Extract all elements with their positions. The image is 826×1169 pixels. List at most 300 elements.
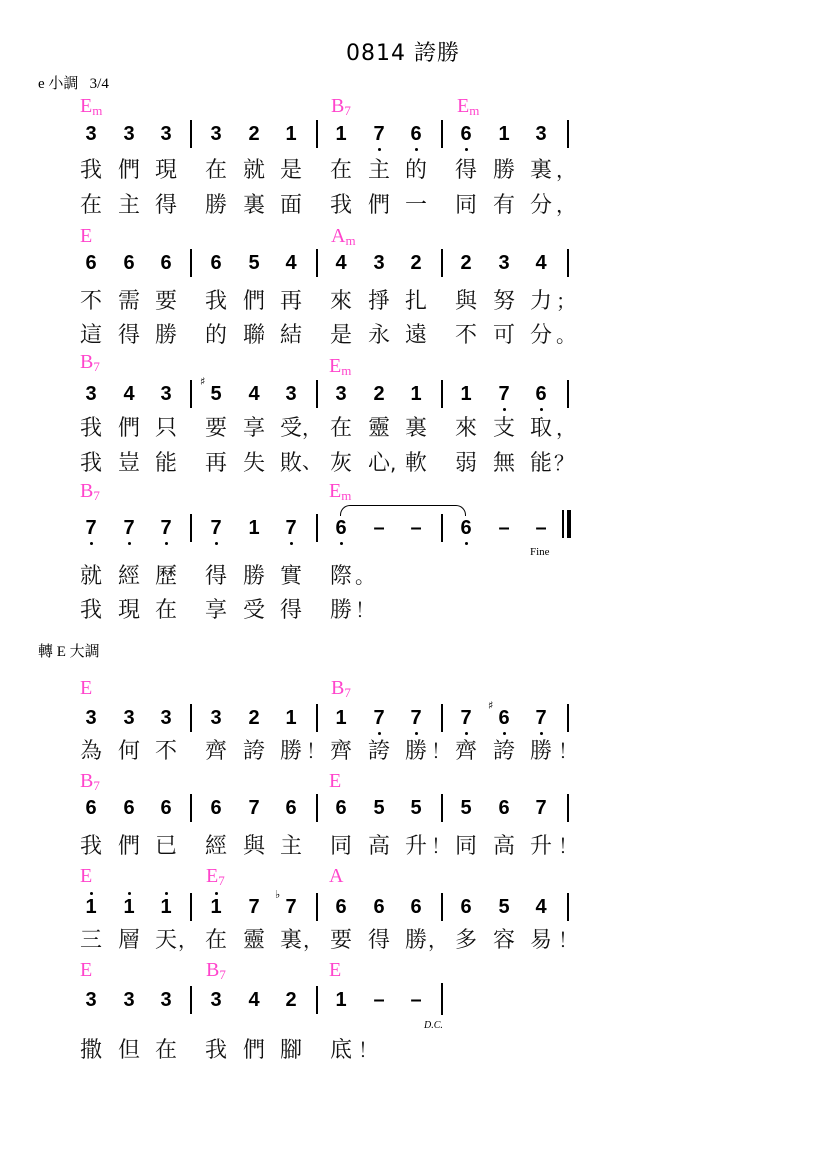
lyric: 易 (529, 928, 552, 953)
note: 6 (210, 252, 222, 274)
lyric: 誇 (367, 739, 390, 764)
fine-marking: Fine (530, 546, 550, 558)
barline (567, 794, 569, 822)
lyric: 層 (117, 928, 140, 953)
lyric: 裏 (529, 158, 552, 183)
lyric: 我 (79, 834, 102, 859)
note: 7 (248, 797, 260, 819)
lyric: 失 (242, 451, 265, 476)
note: 7 (367, 124, 391, 144)
note: 5 (498, 896, 510, 918)
lyric: 來 (454, 416, 477, 441)
note: 6 (85, 797, 97, 819)
barline (567, 249, 569, 277)
lyric: 齊 (454, 739, 477, 764)
note: 4 (535, 896, 547, 918)
lyric: 與 (454, 289, 477, 314)
lyric: 容 (492, 928, 515, 953)
note: – (373, 989, 385, 1011)
lyric: 遠 (404, 323, 427, 348)
note: 6 (404, 124, 428, 144)
note: 7 (492, 384, 516, 404)
lyric: 我 (204, 289, 227, 314)
note: 1 (335, 123, 347, 145)
lyric: 支 (492, 416, 515, 441)
lyric: 掙 (367, 289, 390, 314)
note: 7 (204, 518, 228, 538)
note: 6 (85, 252, 97, 274)
note: 6 (460, 896, 472, 918)
lyric: 我 (79, 416, 102, 441)
lyric: 裏 (279, 928, 302, 953)
lyric: 扎 (404, 289, 427, 314)
note: 7 (454, 708, 478, 728)
note: 6 (160, 252, 172, 274)
lyric: 能 (529, 451, 552, 476)
barline (190, 893, 192, 921)
note: 6 (498, 797, 510, 819)
note: 1 (285, 123, 297, 145)
note: 3 (85, 123, 97, 145)
note: 3 (85, 383, 97, 405)
note: 2 (410, 252, 422, 274)
barline (441, 893, 443, 921)
lyric: 勝 (242, 564, 265, 589)
lyric: 分 (529, 323, 552, 348)
punctuation: ， (556, 158, 576, 182)
note: 7 (279, 518, 303, 538)
barline (190, 794, 192, 822)
chord-b7: $B_7$ (80, 480, 100, 503)
note: ♯ 6 (492, 708, 516, 728)
lyric: 們 (117, 416, 140, 441)
lyric: 再 (279, 289, 302, 314)
note: 6 (329, 518, 353, 538)
lyric: 三 (79, 928, 102, 953)
lyric: 得 (367, 928, 390, 953)
lyric: 主 (367, 158, 390, 183)
barline (316, 704, 318, 732)
note: 6 (410, 896, 422, 918)
punctuation: ， (556, 193, 576, 217)
lyric: 力 (529, 289, 552, 314)
note: 7 (404, 708, 428, 728)
lyric: 們 (242, 1038, 265, 1063)
note: 7 (529, 708, 553, 728)
barline (316, 249, 318, 277)
lyric: 齊 (204, 739, 227, 764)
punctuation: ！ (431, 834, 451, 858)
lyric: 靈 (367, 416, 390, 441)
chord-e7: $E_7$ (206, 865, 225, 888)
note: 3 (160, 707, 172, 729)
lyric: 裏 (242, 193, 265, 218)
note: 7 (154, 518, 178, 538)
punctuation: ， (303, 928, 323, 952)
barline (190, 514, 192, 542)
lyric: 面 (279, 193, 302, 218)
lyric: 際 (329, 564, 352, 589)
note: 1 (498, 123, 510, 145)
note: 2 (373, 383, 385, 405)
lyric: 得 (117, 323, 140, 348)
lyric: 要 (204, 416, 227, 441)
lyric: 灰 (329, 451, 352, 476)
note: 5 (460, 797, 472, 819)
punctuation: , (390, 451, 397, 475)
lyric: 誇 (492, 739, 515, 764)
note: 7 (117, 518, 141, 538)
note: 3 (210, 989, 222, 1011)
lyric: 與 (242, 834, 265, 859)
lyric: 只 (154, 416, 177, 441)
lyric: 同 (454, 193, 477, 218)
note: 1 (335, 707, 347, 729)
page-title: 0814 誇勝 (346, 41, 460, 66)
tie-arc (340, 505, 466, 516)
note: 6 (160, 797, 172, 819)
barline (441, 983, 443, 1015)
chord-e: E (80, 959, 93, 981)
lyric: 在 (329, 158, 352, 183)
lyric: 享 (242, 416, 265, 441)
lyric: 底 (329, 1038, 352, 1063)
chord-em: $E_m$ (457, 95, 480, 118)
note: 4 (248, 383, 260, 405)
lyric: 們 (367, 193, 390, 218)
lyric: 我 (204, 1038, 227, 1063)
note: – (410, 517, 422, 539)
lyric: 在 (204, 928, 227, 953)
lyric: 分 (529, 193, 552, 218)
lyric: 不 (154, 739, 177, 764)
lyric: 升 (404, 834, 427, 859)
lyric: 但 (117, 1038, 140, 1063)
lyric: 享 (204, 598, 227, 623)
lyric: 不 (79, 289, 102, 314)
note: 3 (160, 383, 172, 405)
chord-b7: $B_7$ (331, 677, 351, 700)
chord-e: E (329, 770, 342, 792)
note: ♯ 5 (200, 375, 222, 405)
lyric: 敗 (279, 451, 302, 476)
lyric: 就 (79, 564, 102, 589)
chord-b7: $B_7$ (80, 351, 100, 374)
barline (567, 380, 569, 408)
lyric: 就 (242, 158, 265, 183)
lyric: 我 (79, 451, 102, 476)
barline (316, 794, 318, 822)
barline (316, 380, 318, 408)
lyric: 高 (492, 834, 515, 859)
note: 6 (285, 797, 297, 819)
barline (190, 120, 192, 148)
note: 6 (373, 896, 385, 918)
note: 4 (248, 989, 260, 1011)
note: 1 (79, 897, 103, 917)
note: 1 (285, 707, 297, 729)
lyric: 能 (154, 451, 177, 476)
barline (190, 249, 192, 277)
note: 6 (210, 797, 222, 819)
lyric: 在 (204, 158, 227, 183)
lyric: 腳 (279, 1038, 302, 1063)
lyric: 來 (329, 289, 352, 314)
punctuation: ， (178, 928, 198, 952)
lyric: 們 (242, 289, 265, 314)
lyric: 勝 (492, 158, 515, 183)
chord-a: A (329, 865, 344, 887)
chord-e: E (329, 959, 342, 981)
punctuation: ！ (306, 739, 326, 763)
lyric: 取 (529, 416, 552, 441)
lyric: 不 (454, 323, 477, 348)
lyric: 要 (329, 928, 352, 953)
lyric: 勝 (279, 739, 302, 764)
note: 2 (248, 707, 260, 729)
barline (316, 514, 318, 542)
barline (567, 120, 569, 148)
lyric: 齊 (329, 739, 352, 764)
lyric: 我 (329, 193, 352, 218)
note: 7 (79, 518, 103, 538)
note: 5 (373, 797, 385, 819)
note: 6 (123, 797, 135, 819)
note: 4 (285, 252, 297, 274)
note: 1 (335, 989, 347, 1011)
chord-b7: $B_7$ (206, 959, 226, 982)
note: 1 (460, 383, 472, 405)
dc-marking: D.C. (424, 1020, 443, 1031)
punctuation: ？ (554, 451, 574, 475)
note: 2 (248, 123, 260, 145)
barline (190, 380, 192, 408)
lyric: 勝 (404, 928, 427, 953)
note: 3 (123, 123, 135, 145)
punctuation: ， (302, 416, 322, 440)
lyric: 這 (79, 323, 102, 348)
lyric: 在 (154, 1038, 177, 1063)
lyric: 在 (329, 416, 352, 441)
note: 1 (204, 897, 228, 917)
note: 1 (117, 897, 141, 917)
lyric: 的 (404, 158, 427, 183)
lyric: 多 (454, 928, 477, 953)
lyric: 現 (117, 598, 140, 623)
barline (441, 514, 443, 542)
lyric: 高 (367, 834, 390, 859)
lyric: 得 (454, 158, 477, 183)
note: 4 (535, 252, 547, 274)
lyric: 何 (117, 739, 140, 764)
lyric: 勝 (154, 323, 177, 348)
chord-em: $E_m$ (329, 355, 352, 378)
key-signature (38, 72, 109, 93)
lyric: 是 (329, 323, 352, 348)
punctuation: ； (556, 289, 576, 313)
lyric: 永 (367, 323, 390, 348)
note: 5 (248, 252, 260, 274)
lyric: 勝 (529, 739, 552, 764)
lyric: 我 (79, 158, 102, 183)
lyric: 撒 (79, 1038, 102, 1063)
punctuation: ！ (558, 928, 578, 952)
lyric: 得 (204, 564, 227, 589)
barline (190, 704, 192, 732)
note: 1 (154, 897, 178, 917)
chord-am: $A_m$ (331, 225, 356, 248)
lyric: 裏 (404, 416, 427, 441)
lyric: 歷 (154, 564, 177, 589)
note: 7 (367, 708, 391, 728)
note: 1 (410, 383, 422, 405)
lyric: 可 (492, 323, 515, 348)
lyric: 努 (492, 289, 515, 314)
punctuation: ， (556, 416, 576, 440)
flat-icon: ♭ (275, 888, 281, 901)
barline (190, 986, 192, 1014)
lyric: 受 (242, 598, 265, 623)
note: 5 (410, 797, 422, 819)
chord-b7: $B_7$ (80, 770, 100, 793)
note: 3 (373, 252, 385, 274)
chord-e: E (80, 225, 93, 247)
lyric: 們 (117, 158, 140, 183)
lyric: 再 (204, 451, 227, 476)
note: 3 (335, 383, 347, 405)
barline (441, 249, 443, 277)
punctuation: ！ (358, 1038, 378, 1062)
barline (441, 380, 443, 408)
lyric: 受 (279, 416, 302, 441)
lyric: 升 (529, 834, 552, 859)
lyric: 軟 (404, 451, 427, 476)
chord-e: E (80, 865, 93, 887)
note: 6 (454, 518, 478, 538)
note: 3 (123, 707, 135, 729)
barline (316, 893, 318, 921)
barline (441, 704, 443, 732)
punctuation: 。 (355, 564, 375, 588)
note: – (535, 517, 547, 539)
note: 2 (285, 989, 297, 1011)
note: 2 (460, 252, 472, 274)
chord-em: $E_m$ (329, 480, 352, 503)
note: 7 (248, 896, 260, 918)
chord-e: E (80, 677, 93, 699)
note: 4 (335, 252, 347, 274)
note: 3 (160, 989, 172, 1011)
punctuation: 、 (302, 449, 322, 473)
note: 6 (335, 896, 347, 918)
lyric: 要 (154, 289, 177, 314)
key-change-label: 轉 E 大調 (38, 644, 100, 660)
note: 3 (210, 123, 222, 145)
lyric: 聯 (242, 323, 265, 348)
note: 3 (285, 383, 297, 405)
note: 3 (160, 123, 172, 145)
barline (316, 986, 318, 1014)
lyric: 主 (117, 193, 140, 218)
lyric: 同 (329, 834, 352, 859)
note: 6 (529, 384, 553, 404)
lyric: 經 (117, 564, 140, 589)
lyric: 勝 (204, 193, 227, 218)
punctuation: ！ (355, 598, 375, 622)
sharp-icon: ♯ (200, 375, 206, 388)
lyric: 天 (154, 928, 177, 953)
note: ♭ 7 (275, 888, 297, 918)
note: 4 (123, 383, 135, 405)
time-signature: 3/4 (89, 76, 109, 92)
lyric: 在 (79, 193, 102, 218)
punctuation: ！ (558, 834, 578, 858)
barline (316, 120, 318, 148)
lyric: 們 (117, 834, 140, 859)
lyric: 同 (454, 834, 477, 859)
lyric: 一 (404, 193, 427, 218)
lyric: 無 (492, 451, 515, 476)
note: 3 (498, 252, 510, 274)
barline (567, 893, 569, 921)
lyric: 已 (154, 834, 177, 859)
lyric: 是 (279, 158, 302, 183)
note: 6 (123, 252, 135, 274)
lyric: 需 (117, 289, 140, 314)
punctuation: ！ (558, 739, 578, 763)
barline (441, 794, 443, 822)
lyric: 經 (204, 834, 227, 859)
lyric: 心 (367, 451, 390, 476)
barline (567, 704, 569, 732)
key-label: e 小調 (38, 76, 79, 92)
note: – (410, 989, 422, 1011)
lyric: 我 (79, 598, 102, 623)
lyric: 豈 (117, 451, 140, 476)
lyric: 現 (154, 158, 177, 183)
note: – (373, 517, 385, 539)
punctuation: ， (428, 928, 448, 952)
punctuation: 。 (556, 323, 576, 347)
final-barline (562, 510, 571, 538)
note: 3 (85, 707, 97, 729)
lyric: 勝 (329, 598, 352, 623)
barline (441, 120, 443, 148)
lyric: 為 (79, 739, 102, 764)
note: 3 (535, 123, 547, 145)
lyric: 誇 (242, 739, 265, 764)
lyric: 弱 (454, 451, 477, 476)
lyric: 在 (154, 598, 177, 623)
note: 6 (454, 124, 478, 144)
lyric: 靈 (242, 928, 265, 953)
chord-b7: $B_7$ (331, 95, 351, 118)
punctuation: ！ (431, 739, 451, 763)
note: 7 (535, 797, 547, 819)
lyric: 有 (492, 193, 515, 218)
note: 1 (248, 517, 260, 539)
sharp-icon: ♯ (488, 699, 494, 712)
note: 3 (123, 989, 135, 1011)
note: 3 (85, 989, 97, 1011)
lyric: 主 (279, 834, 302, 859)
lyric: 勝 (404, 739, 427, 764)
lyric: 的 (204, 323, 227, 348)
note: – (498, 517, 510, 539)
lyric: 實 (279, 564, 302, 589)
note: 3 (210, 707, 222, 729)
lyric: 得 (154, 193, 177, 218)
